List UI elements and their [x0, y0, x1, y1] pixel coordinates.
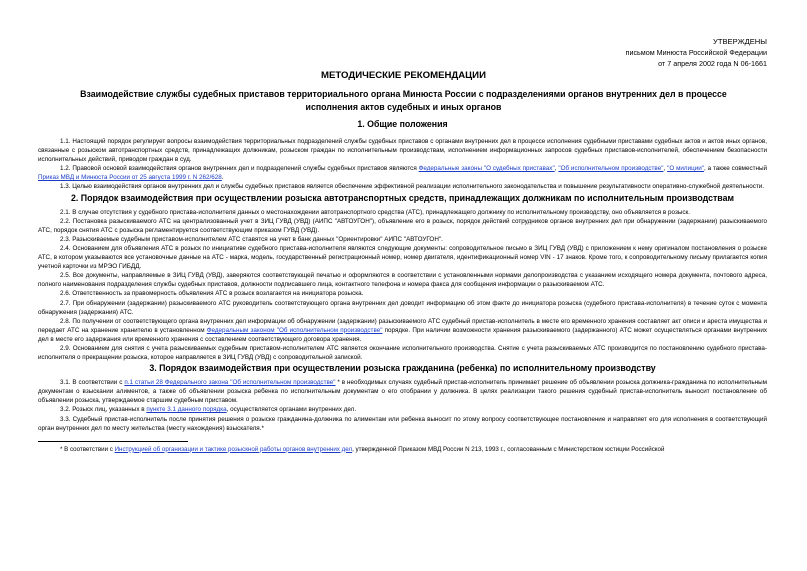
link-law-enforcement-proceedings[interactable]: "Об исполнительном производстве" [558, 165, 664, 173]
paragraph-3-2-text-b: , осуществляется органами внутренних дел. [226, 406, 357, 414]
paragraph-2-2: 2.2. Постановка разыскиваемого АТС на централизованный учет в ЗИЦ ГУВД (УВД) (АИПС "АВТОУГОН"), объявление его в розыск, порядок действий сотрудников органов внутренних дел при обнаружении (задержании) разыскиваемого АТС, порядок снятия АТС с розыска регламентируется соответствующим приказом ГУВД (УВД). [38, 217, 767, 234]
paragraph-3-3: 3.3. Судебный пристав-исполнитель после принятия решения о розыске гражданина-должника по алиментам или ребенка выносит по этому вопросу соответствующее постановление и направляет его для исполнения в соответствующий орган внутренних дел по месту жительства (месту нахождения) взыскателя.* [38, 415, 767, 432]
paragraph-2-9: 2.9. Основанием для снятия с учета разыскиваемых судебным приставом-исполнителем АТС является окончание исполнительного производства. Снятие с учета разыскиваемых АТС производится по постановлению судебного пристава-исполнителя о прекращении розыска, которое направляется в ЗИЦ ГУВД (УВД) с сопроводительной запиской. [38, 344, 767, 362]
footnote-text-a: * В соответствии с [60, 445, 115, 453]
paragraph-2-8-text-a: 2.8. По получении от соответствующего органа внутренних дел информации об обнаружении (задержании) разыскиваемого АТС судебный пристав-исполнитель в месте его временного хранения составляет акт описи и ареста имущества и передает АТС на хранение хранителю в установленном [38, 317, 767, 334]
paragraph-2-8 [38, 317, 767, 344]
paragraph-2-3: 2.3. Разыскиваемые судебным приставом-исполнителем АТС ставятся на учет в банк данных "Ориентировки" АИПС "АВТОУГОН". [60, 235, 443, 243]
section-2-heading: 2. Порядок взаимодействия при осуществлении розыска автотранспортных средств, принадлежащих должникам по исполнительным производствам [71, 192, 734, 203]
link-instruction-search[interactable]: Инструкцией об организации и тактике розыскной работы органов внутренних дел [114, 445, 353, 453]
paragraph-2-5: 2.5. Все документы, направляемые в ЗИЦ ГУВД (УВД), заверяются соответствующей печатью и оформляются в соответствии с установленными нормами делопроизводства с указанием исходящего номера документа, почтового адреса, полного наименования подразделения службы судебных приставов, должности подписавшего лица, контактного телефона и номера факса для сообщения информации о разыскиваемом АТС. [38, 272, 767, 289]
paragraph-1-3: 1.3. Целью взаимодействия органов внутренних дел и службы судебных приставов является обеспечение эффективной реализации исполнительного законодательства и повышение результативности оперативно-служебной деятельности. [60, 183, 764, 191]
link-law-bailiffs[interactable]: Федеральные законы "О судебных приставах" [418, 165, 555, 173]
document-title: МЕТОДИЧЕСКИЕ РЕКОМЕНДАЦИИ [321, 70, 486, 81]
approval-line-2: письмом Минюста Российской Федерации [625, 48, 767, 57]
section-1-heading: 1. Общие положения [357, 119, 448, 129]
paragraph-1-1: 1.1. Настоящий порядок регулирует вопросы взаимодействия территориальных подразделений службы судебных приставов с органами внутренних дел в процессе исполнения судебными приставами судебных актов и актов иных органов, связанные с розыском автотранспортных средств, принадлежащих должникам, розыском граждан по исполнительным производствам, исполнением информационных запросов судебных приставов-исполнителей, обеспечением безопасности исполнительных действий, приводом граждан в суд. [38, 138, 767, 164]
paragraph-3-2 [38, 405, 767, 414]
approval-line-3: от 7 апреля 2002 года N 06-1661 [658, 59, 767, 68]
paragraph-2-6: 2.6. Ответственность за правомерность объявления АТС в розыск возлагается на инициатора розыска. [60, 290, 364, 298]
link-paragraph-3-1[interactable]: пункте 3.1 данного порядка [146, 406, 227, 414]
approval-line-1: УТВЕРЖДЕНЫ [713, 37, 767, 46]
paragraph-1-2-text-c: , [663, 165, 668, 173]
paragraph-1-2-text-d: , а также совместный [704, 165, 768, 173]
link-law-militia[interactable]: "О милиции" [667, 165, 704, 173]
paragraph-2-1: 2.1. В случае отсутствия у судебного пристава-исполнителя данных о местонахождении автотранспортного средства (АТС), принадлежащего должнику по исполнительному производству, оно объявляется в розыск. [60, 208, 691, 216]
document-subtitle: Взаимодействие службы судебных приставов территориального органа Минюста России с подразделениями органов внутренних дел в процессе исполнения актов судебных и иных органов [80, 89, 727, 112]
footnote-divider [38, 441, 188, 442]
footnote-text-b: , утвержденной Приказом МВД России N 213, 1993 г., согласованным с Министерством юстиции Российской [352, 445, 665, 453]
approval-stamp [626, 36, 767, 69]
paragraph-3-1-text-a: 3.1. В соответствии с [60, 379, 125, 387]
paragraph-3-2-text-a: 3.2. Розыск лиц, указанных в [60, 406, 147, 414]
paragraph-2-8-text-b: порядке. При наличии возможности хранения разыскиваемого (задержанного) АТС может осуществляться органами внутренних дел в месте его задержания или временного хранения с составлением соответствующего договора хранения. [38, 326, 767, 343]
paragraph-3-1-text-b: * в необходимых случаях судебный пристав-исполнитель принимает решение об объявлении розыска должника-гражданина по исполнительным документам о взыскании алиментов, а также об объявлении розыска ребенка по исполнительным документам о его отобрании у должника. В целях реализации такого решения судебный пристав-исполнитель выносит постановление об объявлении розыска, утверждаемое старшим судебным приставом. [38, 379, 767, 405]
link-article-28[interactable]: п.1 статьи 28 Федерального закона "Об исполнительном производстве" [124, 379, 336, 387]
link-joint-order[interactable]: Приказ МВД и Минюста России от 25 августа 1999 г. N 262/628 [38, 174, 222, 182]
paragraph-1-2 [38, 164, 767, 182]
document-body [38, 118, 767, 454]
paragraph-1-2-text-a: 1.2. Правовой основой взаимодействия органов внутренних дел и подразделений службы судебных приставов являются [60, 165, 419, 173]
footnote [38, 445, 767, 454]
paragraph-3-1 [38, 378, 767, 405]
paragraph-1-2-text-e: . [221, 174, 224, 182]
link-law-enforcement-proceedings-2[interactable]: Федеральным законом "Об исполнительном производстве" [206, 326, 383, 334]
paragraph-1-2-text-b: , [554, 165, 559, 173]
paragraph-2-4: 2.4. Основанием для объявления АТС в розыск по инициативе судебного пристава-исполнителя являются следующие документы: сопроводительное письмо в ЗИЦ ГУВД (УВД) с приложением к нему оригиналом постановления о розыске АТС, в котором указываются все установочные данные на АТС - марка, модель, государственный регистрационный номер, номер двигателя, идентификационный номер VIN - 17 знаков. Кроме того, к сопроводительному письму прилагается копия учетной карточки из МРЭО ГИБДД. [38, 244, 767, 271]
section-3-heading: 3. Порядок взаимодействия при осуществлении розыска гражданина (ребенка) по исполнительному производству [149, 363, 656, 374]
paragraph-2-7: 2.7. При обнаружении (задержании) разыскиваемого АТС руководитель соответствующего органа внутренних дел доводит информацию об этом факте до инициатора розыска (судебного пристава-исполнителя) в течение суток с момента обнаружения (задержания) АТС. [38, 299, 767, 316]
